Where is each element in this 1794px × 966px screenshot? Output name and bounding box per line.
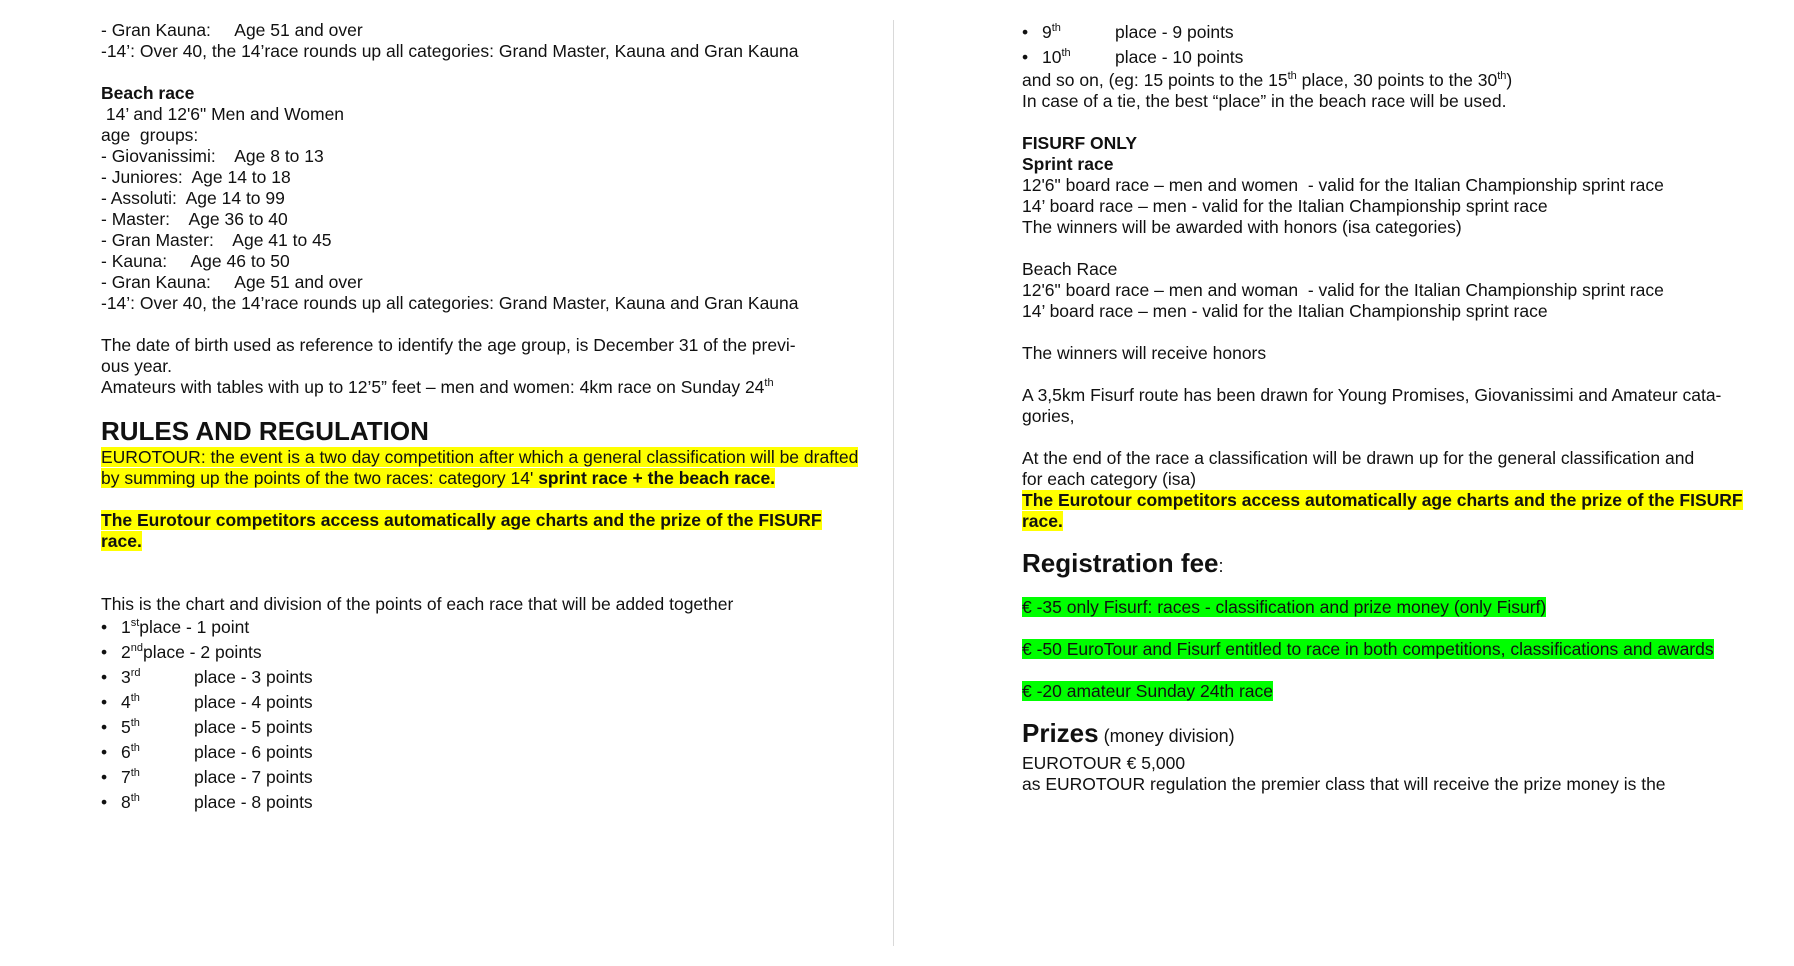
- route-note: gories,: [1022, 406, 1075, 426]
- eurotour-paragraph: EUROTOUR: the event is a two day competition after which a general classification will be drafted by summing up the points of the two races: category 14' sprint race + the beach race.: [101, 447, 859, 488]
- age-line: - Gran Kauna: Age 51 and over: [101, 20, 363, 40]
- beach-line: 14’ and 12'6" Men and Women: [101, 104, 345, 124]
- tie-note: In case of a tie, the best “place” in the beach race will be used.: [1022, 91, 1507, 111]
- access-note: The Eurotour competitors access automatically age charts and the prize of the FISURF race.: [101, 510, 822, 551]
- end-race-note: for each category (isa): [1022, 469, 1197, 489]
- place-points: place - 4 points: [194, 692, 313, 712]
- place-number: 8th: [121, 792, 140, 812]
- place-number: 9th: [1042, 22, 1061, 42]
- honors-note: The winners will receive honors: [1022, 343, 1267, 363]
- points-item: [101, 640, 861, 665]
- beach-line: - Assoluti: Age 14 to 99: [101, 188, 285, 208]
- points-item: [101, 665, 861, 690]
- bullet-icon: •: [101, 667, 108, 687]
- beach-line: - Kauna: Age 46 to 50: [101, 251, 290, 271]
- beach-line: 12'6" board race – men and woman - valid for the Italian Championship sprint race: [1022, 280, 1664, 300]
- beach-line: - Gran Kauna: Age 51 and over: [101, 272, 363, 292]
- points-list: [1022, 20, 1782, 70]
- place-number: 6th: [121, 742, 140, 762]
- points-list: [101, 615, 861, 815]
- points-item: [101, 740, 861, 765]
- bullet-icon: •: [101, 767, 108, 787]
- bullet-icon: •: [1022, 47, 1029, 67]
- beach-race-heading: Beach race: [101, 83, 195, 103]
- birth-note: The date of birth used as reference to identify the age group, is December 31 of the previ-: [101, 335, 796, 355]
- place-points: place - 9 points: [1115, 22, 1234, 42]
- beach-race-heading: Beach Race: [1022, 259, 1118, 279]
- bullet-icon: •: [101, 617, 108, 637]
- beach-line: - Giovanissimi: Age 8 to 13: [101, 146, 324, 166]
- points-item: [101, 790, 861, 815]
- sprint-line: The winners will be awarded with honors (isa categories): [1022, 217, 1462, 237]
- rules-heading: RULES AND REGULATION: [101, 416, 429, 446]
- route-note: A 3,5km Fisurf route has been drawn for Young Promises, Giovanissimi and Amateur cata-: [1022, 385, 1722, 405]
- amateurs-note: Amateurs with tables with up to 12’5” feet – men and women: 4km race on Sunday 24th: [101, 377, 774, 397]
- beach-line: - Master: Age 36 to 40: [101, 209, 288, 229]
- points-item: [101, 715, 861, 740]
- prizes-heading: Prizes (money division): [1022, 718, 1235, 748]
- points-item: [101, 765, 861, 790]
- place-number: 5th: [121, 717, 140, 737]
- fisurf-only-heading: FISURF ONLY: [1022, 133, 1138, 153]
- bullet-icon: •: [101, 792, 108, 812]
- sprint-line: 12'6" board race – men and women - valid for the Italian Championship sprint race: [1022, 175, 1664, 195]
- age-line: -14’: Over 40, the 14’race rounds up all categories: Grand Master, Kauna and Gran Kauna: [101, 41, 799, 61]
- prize-amount: EUROTOUR € 5,000: [1022, 753, 1186, 773]
- place-number: 3rd: [121, 667, 141, 687]
- beach-line: 14’ board race – men - valid for the Italian Championship sprint race: [1022, 301, 1548, 321]
- bullet-icon: •: [1022, 22, 1029, 42]
- place-points: place - 6 points: [194, 742, 313, 762]
- sprint-line: 14’ board race – men - valid for the Italian Championship sprint race: [1022, 196, 1548, 216]
- left-column: [101, 20, 861, 815]
- place-number: 10th: [1042, 47, 1071, 67]
- bullet-icon: •: [101, 642, 108, 662]
- points-item: [1022, 45, 1782, 70]
- so-on-note: and so on, (eg: 15 points to the 15th place, 30 points to the 30th): [1022, 70, 1513, 90]
- bullet-icon: •: [101, 742, 108, 762]
- beach-line: age groups:: [101, 125, 199, 145]
- birth-note: ous year.: [101, 356, 173, 376]
- access-note: The Eurotour competitors access automatically age charts and the prize of the FISURF race.: [1022, 490, 1743, 531]
- beach-line: - Gran Master: Age 41 to 45: [101, 230, 332, 250]
- end-race-note: At the end of the race a classification will be drawn up for the general classification and: [1022, 448, 1695, 468]
- place-points: place - 2 points: [142, 642, 262, 662]
- place-points: place - 8 points: [194, 792, 313, 812]
- place-number: 4th: [121, 692, 140, 712]
- beach-line: -14’: Over 40, the 14’race rounds up all categories: Grand Master, Kauna and Gran Kauna: [101, 293, 799, 313]
- place-points: place - 1 point: [139, 617, 250, 637]
- points-item: [101, 690, 861, 715]
- place-points: place - 3 points: [194, 667, 313, 687]
- fee-item: € -35 only Fisurf: races - classification and prize money (only Fisurf): [1022, 597, 1547, 617]
- fee-item: € -20 amateur Sunday 24th race: [1022, 681, 1273, 701]
- sprint-race-heading: Sprint race: [1022, 154, 1114, 174]
- right-column: [1022, 20, 1782, 795]
- beach-line: - Juniores: Age 14 to 18: [101, 167, 291, 187]
- place-points: place - 5 points: [194, 717, 313, 737]
- column-divider: [893, 20, 894, 946]
- registration-fee-heading: Registration fee:: [1022, 548, 1224, 578]
- prize-note: as EUROTOUR regulation the premier class that will receive the prize money is the: [1022, 774, 1666, 794]
- points-item: [101, 615, 861, 640]
- bullet-icon: •: [101, 692, 108, 712]
- bullet-icon: •: [101, 717, 108, 737]
- place-points: place - 10 points: [1115, 47, 1244, 67]
- place-number: 2nd: [121, 642, 143, 662]
- fee-item: € -50 EuroTour and Fisurf entitled to race in both competitions, classifications and awards: [1022, 639, 1714, 659]
- place-number: 1st: [121, 617, 140, 637]
- place-points: place - 7 points: [194, 767, 313, 787]
- points-item: [1022, 20, 1782, 45]
- place-number: 7th: [121, 767, 140, 787]
- chart-intro: This is the chart and division of the points of each race that will be added together: [101, 594, 734, 614]
